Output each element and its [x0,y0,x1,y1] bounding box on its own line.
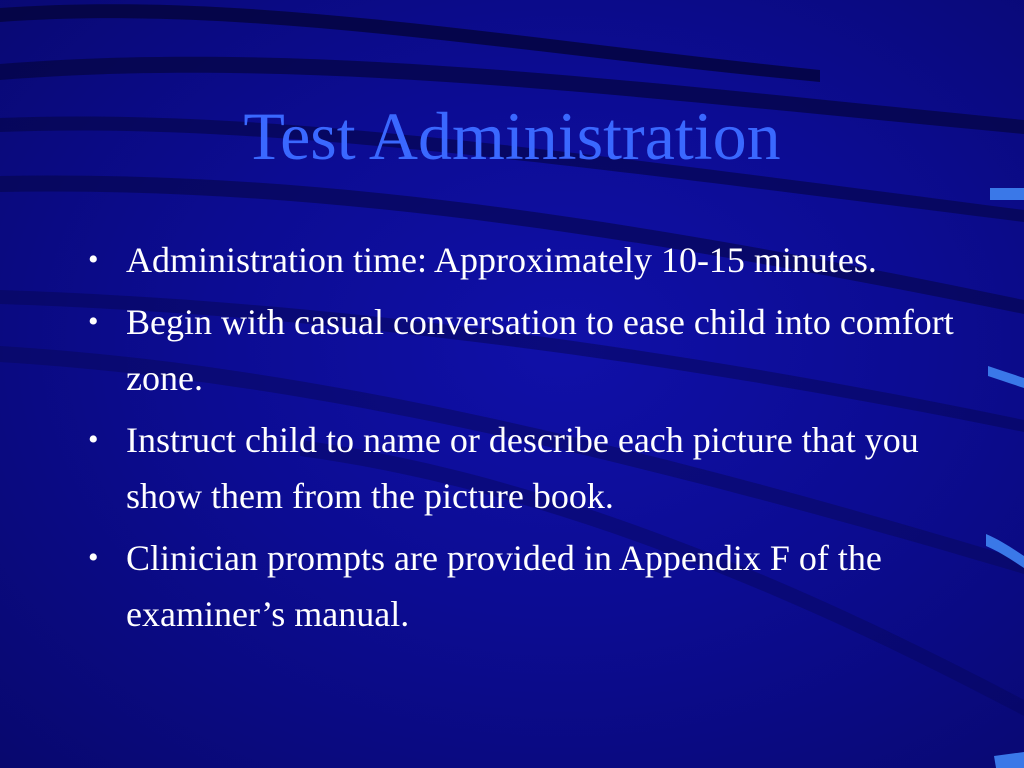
slide-title: Test Administration [243,98,781,174]
bullet-text: Begin with casual conversation to ease child into comfort zone. [126,302,954,398]
bullet-icon: • [88,423,99,456]
bullet-text: Administration time: Approximately 10-15 minutes. [126,240,877,280]
bullet-item-casual-conversation [82,294,962,406]
bullet-icon: • [88,541,99,574]
bullet-item-clinician-prompts [82,530,962,642]
bullet-item-administration-time [82,232,962,288]
bullet-icon: • [88,305,99,338]
bullet-item-instruct-child [82,412,962,524]
bullet-text: Instruct child to name or describe each picture that you show them from the picture book. [126,420,919,516]
bullet-list [82,232,962,648]
bullet-icon: • [88,243,99,276]
bullet-text: Clinician prompts are provided in Appendix F of the examiner’s manual. [126,538,882,634]
